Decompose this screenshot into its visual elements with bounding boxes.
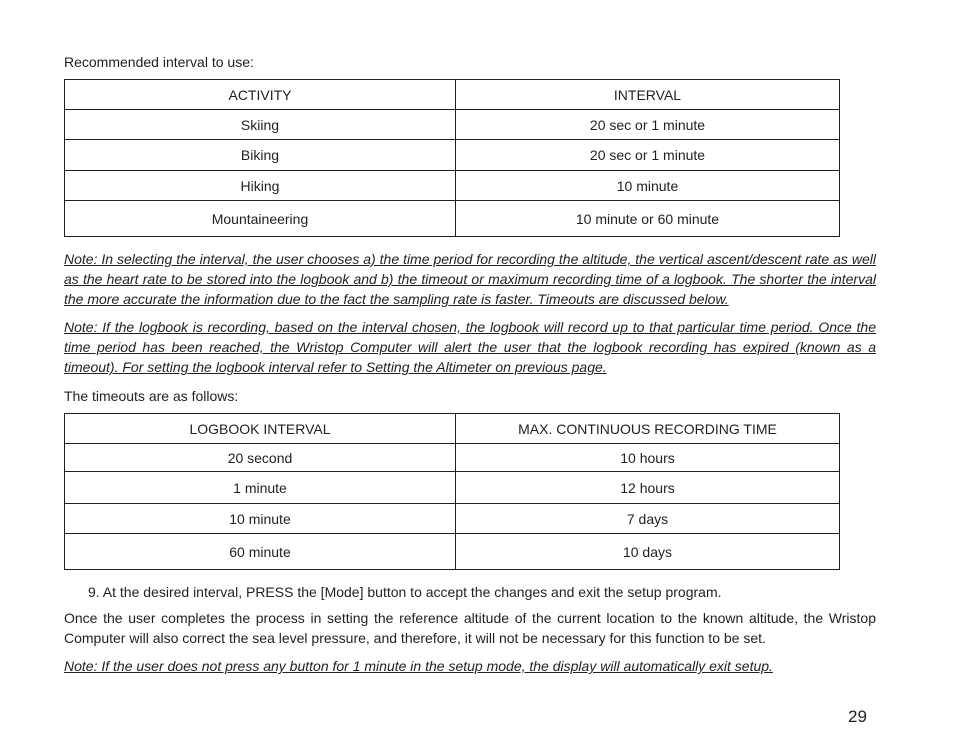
table-cell: 1 minute [65, 472, 456, 504]
table-cell: 10 minute [65, 504, 456, 534]
header-interval: INTERVAL [456, 80, 840, 110]
note-setup-exit: Note: If the user does not press any button for 1 minute in the setup mode, the display will automatically exit setup. [64, 658, 773, 674]
table-cell: 10 minute [456, 171, 840, 201]
table-header-row [65, 80, 840, 110]
page-number: 29 [848, 707, 867, 726]
table-cell: 10 minute or 60 minute [456, 201, 840, 237]
note-interval-selection: Note: In selecting the interval, the user chooses a) the time period for recording the altitude, the vertical ascent/descent rate as well as the heart rate to be stored into the logbook and b) the timeout or maximum recording time of a logbook. The shorter the interval the more accurate the information due to the fact the sampling rate is faster. Timeouts are discussed below. [64, 251, 876, 307]
timeout-table [64, 413, 840, 570]
table-cell: Skiing [65, 110, 456, 140]
table-row [65, 534, 840, 570]
table-cell: 12 hours [456, 472, 840, 504]
table-row [65, 140, 840, 171]
table-row [65, 504, 840, 534]
table-row [65, 472, 840, 504]
table-header-row [65, 414, 840, 444]
intro-recommended-interval: Recommended interval to use: [64, 54, 254, 70]
table-row [65, 171, 840, 201]
table-row [65, 444, 840, 472]
table-cell: 10 hours [456, 444, 840, 472]
table-cell: 60 minute [65, 534, 456, 570]
table-row [65, 201, 840, 237]
table-cell: 20 second [65, 444, 456, 472]
step-9-instruction: 9. At the desired interval, PRESS the [Mode] button to accept the changes and exit the setup program. [88, 584, 722, 600]
table-cell: Hiking [65, 171, 456, 201]
table-cell: 20 sec or 1 minute [456, 110, 840, 140]
table-row [65, 110, 840, 140]
note-logbook-timeout: Note: If the logbook is recording, based on the interval chosen, the logbook will record up to that particular time period. Once the time period has been reached, the Wristop Computer will alert the user that the logbook recording has expired (known as a timeout). For setting the logbook interval refer to Setting the Altimeter on previous page. [64, 319, 876, 375]
table-cell: Mountaineering [65, 201, 456, 237]
table-cell: 10 days [456, 534, 840, 570]
intro-timeouts: The timeouts are as follows: [64, 388, 239, 404]
header-activity: ACTIVITY [65, 80, 456, 110]
header-max-recording-time: MAX. CONTINUOUS RECORDING TIME [456, 414, 840, 444]
header-logbook-interval: LOGBOOK INTERVAL [65, 414, 456, 444]
table-cell: 7 days [456, 504, 840, 534]
paragraph-sea-level-pressure: Once the user completes the process in setting the reference altitude of the current location to the known altitude, the Wristop Computer will also correct the sea level pressure, and therefore, it will not be necessary for this function to be set. [64, 610, 876, 646]
interval-table [64, 79, 840, 237]
table-cell: Biking [65, 140, 456, 171]
table-cell: 20 sec or 1 minute [456, 140, 840, 171]
